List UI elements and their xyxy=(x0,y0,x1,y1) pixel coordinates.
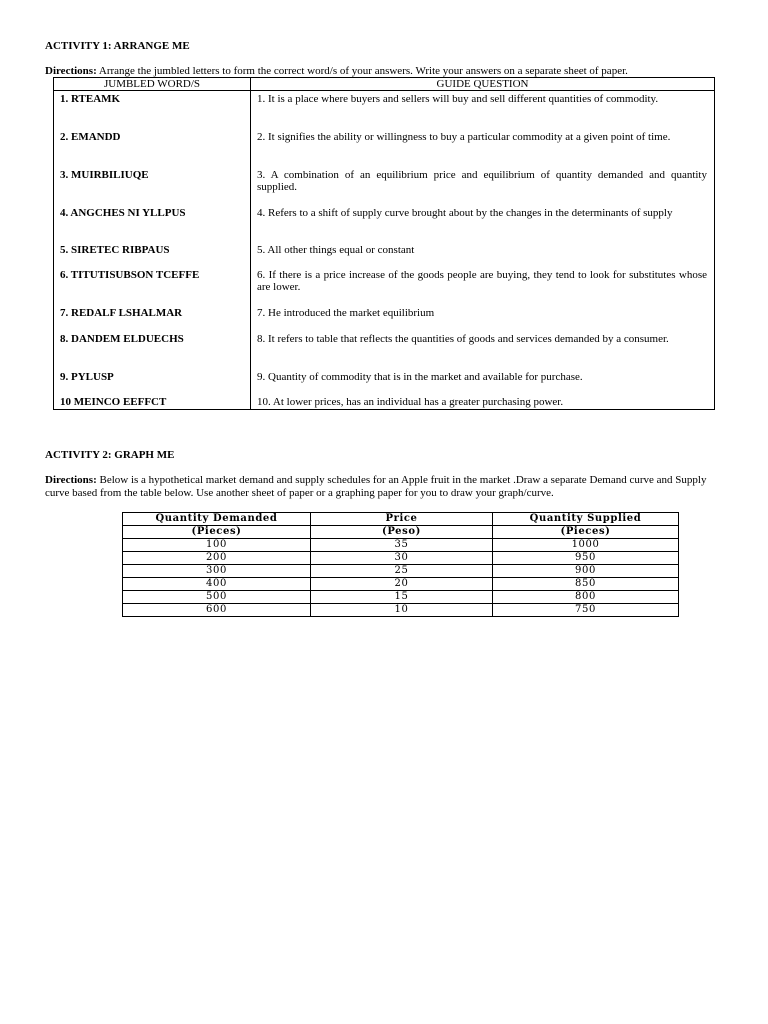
guide-question: 6. If there is a price increase of the goods people are buying, they tend to look for substitutes whose are lower. xyxy=(251,267,715,305)
column-header-quantity-demanded: Quantity Demanded xyxy=(123,513,311,526)
column-header-quantity-supplied: Quantity Supplied xyxy=(493,513,679,526)
quantity-demanded-cell: 100 xyxy=(123,539,311,552)
activity1-directions-label: Directions: xyxy=(45,65,97,77)
table-row xyxy=(54,267,715,305)
table-header-unit-row xyxy=(123,526,679,539)
guide-question: 3. A combination of an equilibrium price and equilibrium of quantity demanded and quantity supplied. xyxy=(251,167,715,205)
guide-question: 9. Quantity of commodity that is in the market and available for purchase. xyxy=(251,369,715,394)
price-cell: 25 xyxy=(311,565,493,578)
activity1-heading: ACTIVITY 1: ARRANGE ME xyxy=(45,40,190,52)
activity2-directions xyxy=(45,474,720,500)
guide-question: 4. Refers to a shift of supply curve brought about by the changes in the determinants of supply xyxy=(251,205,715,242)
unit-label-peso: (Peso) xyxy=(311,526,493,539)
table-row xyxy=(54,129,715,167)
quantity-demanded-cell: 200 xyxy=(123,552,311,565)
table-row xyxy=(54,305,715,331)
price-cell: 15 xyxy=(311,591,493,604)
unit-label-pieces: (Pieces) xyxy=(123,526,311,539)
jumbled-word: 1. RTEAMK xyxy=(54,91,251,129)
column-header-jumbled-words: JUMBLED WORD/S xyxy=(54,78,251,91)
guide-question: 7. He introduced the market equilibrium xyxy=(251,305,715,331)
quantity-demanded-cell: 500 xyxy=(123,591,311,604)
quantity-supplied-cell: 950 xyxy=(493,552,679,565)
table-row xyxy=(123,591,679,604)
activity2-heading: ACTIVITY 2: GRAPH ME xyxy=(45,449,175,461)
table-row xyxy=(123,578,679,591)
jumbled-word: 2. EMANDD xyxy=(54,129,251,167)
quantity-supplied-cell: 850 xyxy=(493,578,679,591)
guide-question: 2. It signifies the ability or willingness to buy a particular commodity at a given point of time. xyxy=(251,129,715,167)
quantity-demanded-cell: 400 xyxy=(123,578,311,591)
guide-question: 5. All other things equal or constant xyxy=(251,242,715,267)
table-row xyxy=(54,167,715,205)
quantity-supplied-cell: 800 xyxy=(493,591,679,604)
guide-question: 10. At lower prices, has an individual has a greater purchasing power. xyxy=(251,394,715,410)
table-header-row xyxy=(54,78,715,91)
jumbled-word: 5. SIRETEC RIBPAUS xyxy=(54,242,251,267)
activity2-directions-label: Directions: xyxy=(45,474,97,486)
quantity-demanded-cell: 600 xyxy=(123,604,311,617)
quantity-demanded-cell: 300 xyxy=(123,565,311,578)
price-cell: 35 xyxy=(311,539,493,552)
jumbled-word: 10 MEINCO EEFFCT xyxy=(54,394,251,410)
jumbled-word: 3. MUIRBILIUQE xyxy=(54,167,251,205)
guide-question: 8. It refers to table that reflects the quantities of goods and services demanded by a consumer. xyxy=(251,331,715,369)
guide-question: 1. It is a place where buyers and sellers will buy and sell different quantities of commodity. xyxy=(251,91,715,129)
price-cell: 20 xyxy=(311,578,493,591)
activity2-directions-text: Below is a hypothetical market demand and supply schedules for an Apple fruit in the market .Draw a separate Demand curve and Supply curve based from the table below. Use another sheet of paper or a graphing paper for you to draw your graph/curve. xyxy=(45,474,707,499)
jumbled-word: 8. DANDEM ELDUECHS xyxy=(54,331,251,369)
quantity-supplied-cell: 900 xyxy=(493,565,679,578)
quantity-supplied-cell: 750 xyxy=(493,604,679,617)
table-row xyxy=(54,205,715,242)
jumbled-words-table xyxy=(53,77,715,410)
demand-supply-schedule-table xyxy=(122,512,679,617)
jumbled-word: 4. ANGCHES NI YLLPUS xyxy=(54,205,251,242)
column-header-guide-question: GUIDE QUESTION xyxy=(251,78,715,91)
column-header-price: Price xyxy=(311,513,493,526)
price-cell: 30 xyxy=(311,552,493,565)
table-row xyxy=(54,242,715,267)
table-row xyxy=(123,604,679,617)
jumbled-word: 9. PYLUSP xyxy=(54,369,251,394)
table-row xyxy=(54,394,715,410)
table-row xyxy=(54,91,715,129)
quantity-supplied-cell: 1000 xyxy=(493,539,679,552)
jumbled-word: 6. TITUTISUBSON TCEFFE xyxy=(54,267,251,305)
price-cell: 10 xyxy=(311,604,493,617)
table-row xyxy=(54,369,715,394)
activity1-directions-text: Arrange the jumbled letters to form the correct word/s of your answers. Write your answers on a separate sheet of paper. xyxy=(96,65,628,77)
table-row xyxy=(123,539,679,552)
table-row xyxy=(123,565,679,578)
table-header-row xyxy=(123,513,679,526)
table-row xyxy=(54,331,715,369)
unit-label-pieces: (Pieces) xyxy=(493,526,679,539)
table-row xyxy=(123,552,679,565)
jumbled-word: 7. REDALF LSHALMAR xyxy=(54,305,251,331)
